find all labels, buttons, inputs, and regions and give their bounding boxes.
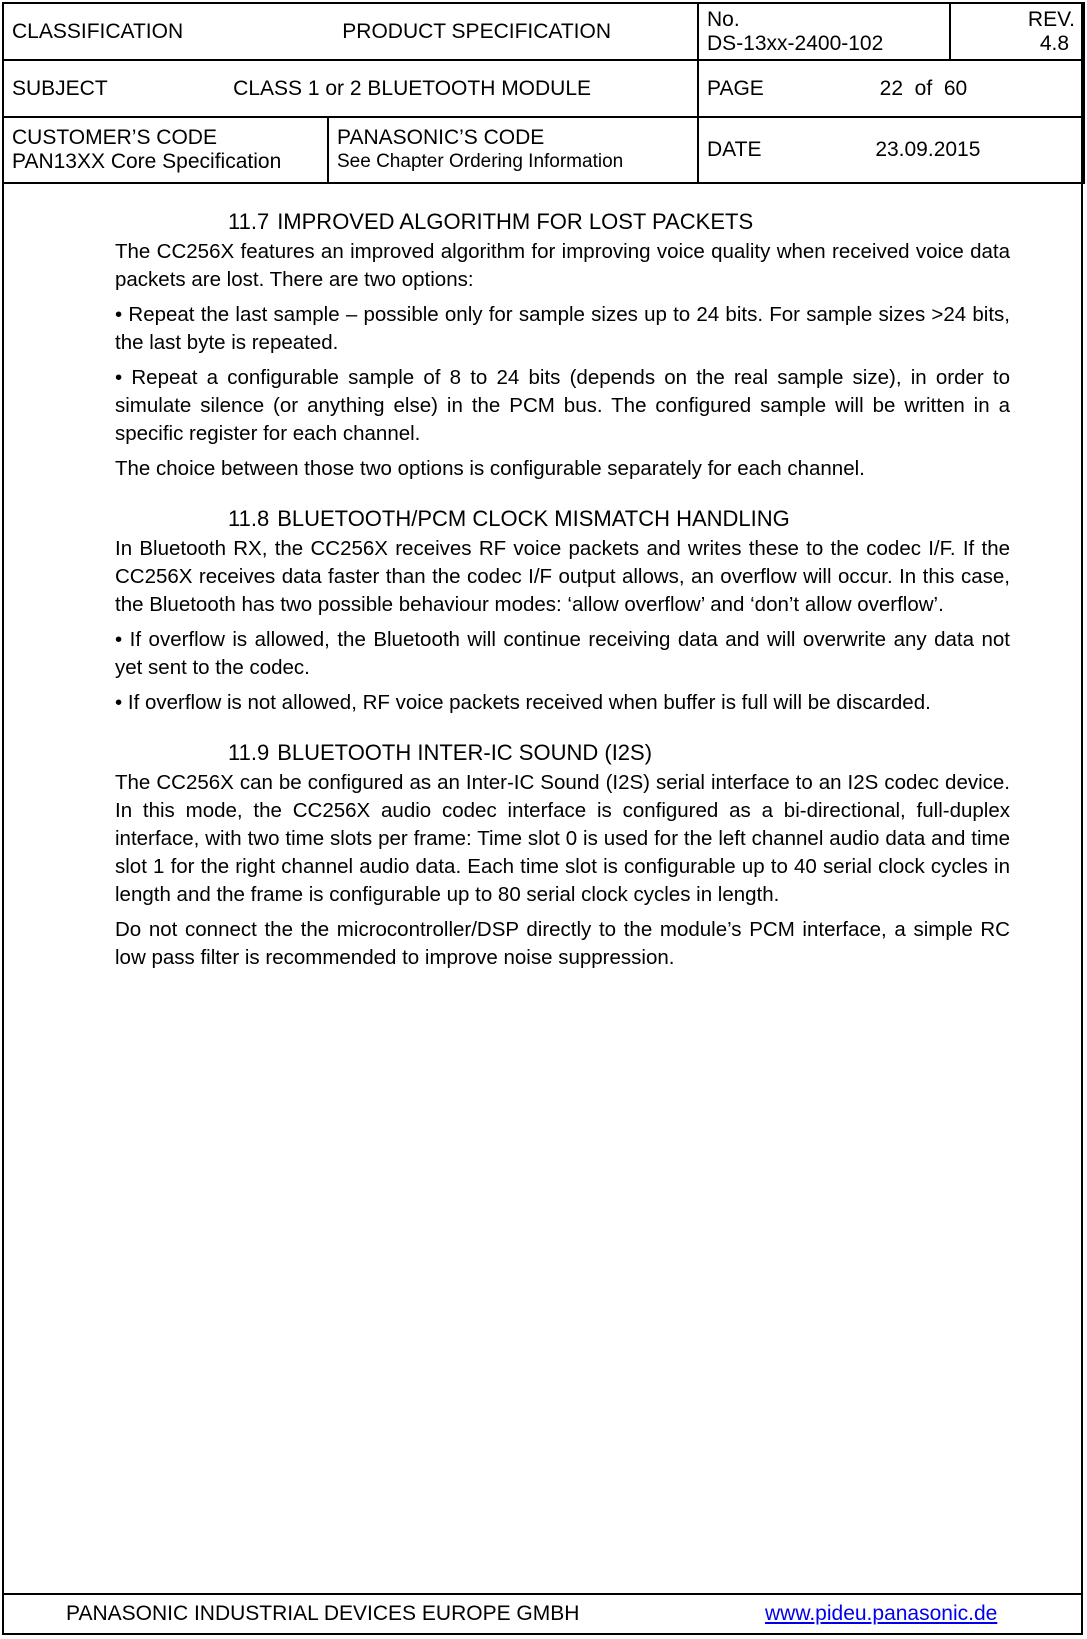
section-title: BLUETOOTH/PCM CLOCK MISMATCH HANDLING: [277, 506, 790, 531]
bullet-paragraph: • Repeat a configurable sample of 8 to 24 bits (depends on the real sample size), in order to simulate silence (or anything else) in the PCM bus. The configured sample will be written in a specific register for each channel.: [115, 366, 1010, 445]
paragraph: The CC256X features an improved algorithm for improving voice quality when received voice data packets are lost. There are two options:: [115, 240, 1010, 291]
document-footer: [2, 1593, 1083, 1635]
date-label: DATE: [707, 138, 762, 161]
section-11-8: [115, 505, 1010, 717]
section-number: 11.7: [228, 209, 270, 234]
panasonic-code-value: See Chapter Ordering Information: [337, 151, 624, 172]
section-number: 11.8: [228, 506, 270, 531]
section-heading: [115, 208, 1010, 236]
revision-value: 4.8: [1039, 31, 1070, 55]
section-number: 11.9: [228, 740, 270, 765]
footer-company: PANASONIC INDUSTRIAL DEVICES EUROPE GMBH: [66, 1602, 580, 1625]
doc-number-cell: [698, 3, 950, 60]
section-heading: [115, 505, 1010, 533]
page-content: [115, 208, 1010, 994]
revision-label: REV.: [1027, 7, 1076, 31]
bullet-paragraph: • If overflow is not allowed, RF voice packets received when buffer is full will be discarded.: [115, 691, 931, 714]
revision-cell: [950, 3, 1084, 60]
subject-value: CLASS 1 or 2 BLUETOOTH MODULE: [233, 76, 592, 100]
subject-cell: [3, 60, 698, 117]
section-title: BLUETOOTH INTER-IC SOUND (I2S): [277, 740, 653, 765]
customer-code-label: CUSTOMER’S CODE: [12, 126, 217, 149]
doc-number-value: DS-13xx-2400-102: [707, 31, 884, 55]
section-11-9: [115, 739, 1010, 972]
date-cell: [698, 117, 1084, 183]
paragraph: The choice between those two options is configurable separately for each channel.: [115, 457, 865, 480]
classification-cell: [3, 3, 698, 60]
bullet-paragraph: • Repeat the last sample – possible only for sample sizes up to 24 bits. For sample sizes >24 bits, the last byte is repeated.: [115, 303, 1010, 354]
panasonic-code-label: PANASONIC’S CODE: [337, 126, 545, 149]
subject-label: SUBJECT: [12, 76, 108, 100]
customer-code-value: PAN13XX Core Specification: [12, 150, 282, 173]
date-value: 23.09.2015: [875, 138, 981, 161]
paragraph: Do not connect the the microcontroller/DSP directly to the module’s PCM interface, a simple RC low pass filter is recommended to improve noise suppression.: [115, 918, 1010, 969]
product-spec-label: PRODUCT SPECIFICATION: [342, 19, 612, 43]
page-value: 22 of 60: [879, 76, 968, 100]
footer-url-link[interactable]: www.pideu.panasonic.de: [765, 1602, 998, 1625]
classification-label: CLASSIFICATION: [12, 19, 184, 43]
document-header: [2, 2, 1085, 184]
section-heading: [115, 739, 1010, 767]
section-title: IMPROVED ALGORITHM FOR LOST PACKETS: [277, 209, 754, 234]
paragraph: In Bluetooth RX, the CC256X receives RF voice packets and writes these to the codec I/F. If the CC256X receives data faster than the codec I/F output allows, an overflow will occur. In this case, the Bluetooth has two possible behaviour modes: ‘allow overflow’ and ‘don’t allow overflow’.: [115, 537, 1010, 616]
customer-code-cell: [3, 117, 328, 183]
section-11-7: [115, 208, 1010, 483]
page-cell: [698, 60, 1084, 117]
bullet-paragraph: • If overflow is allowed, the Bluetooth will continue receiving data and will overwrite any data not yet sent to the codec.: [115, 628, 1010, 679]
doc-number-label: No.: [707, 7, 740, 31]
paragraph: The CC256X can be configured as an Inter-IC Sound (I2S) serial interface to an I2S codec device. In this mode, the CC256X audio codec interface is configured as a bi-directional, full-duplex interface, with two time slots per frame: Time slot 0 is used for the left channel audio data and time slot 1 for the right channel audio data. Each time slot is configurable up to 40 serial clock cycles in length and the frame is configurable up to 80 serial clock cycles in length.: [115, 771, 1010, 906]
panasonic-code-cell: [328, 117, 698, 183]
page-label: PAGE: [707, 76, 764, 100]
